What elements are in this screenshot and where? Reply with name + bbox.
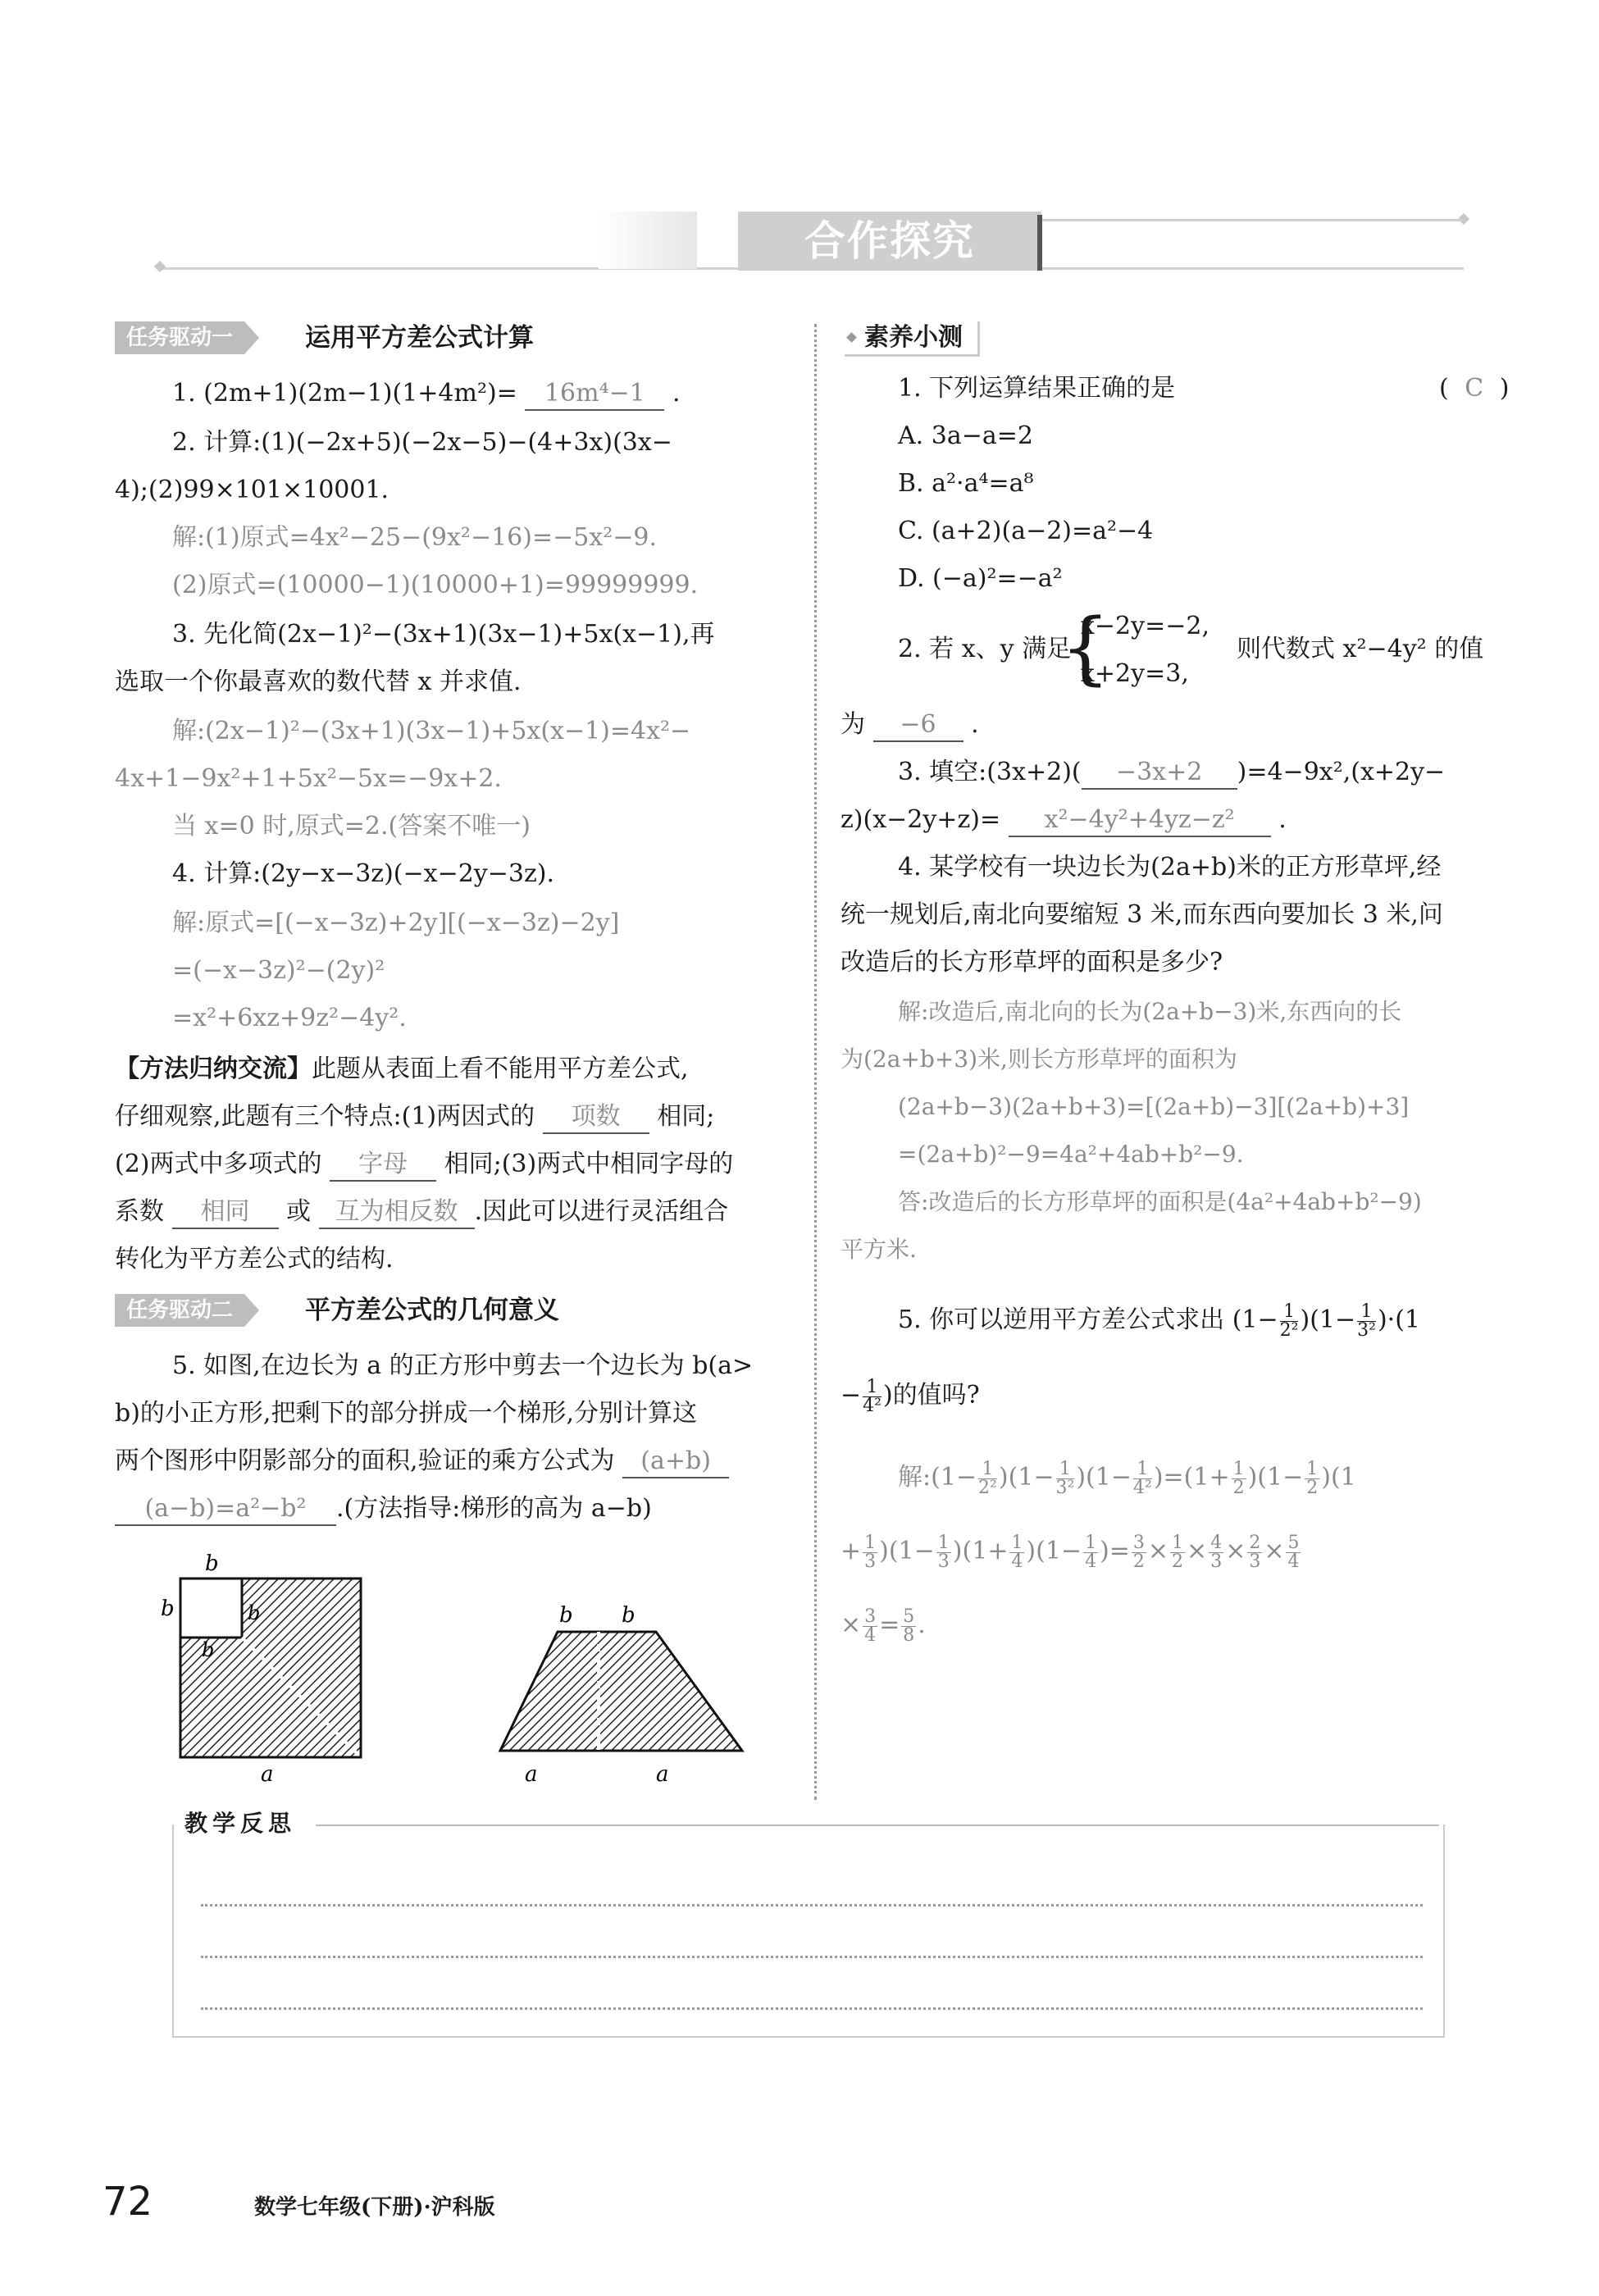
task1-q2-line2: 4);(2)99×101×10001.	[115, 476, 390, 504]
method-p4c: .因此可以进行灵活组合	[474, 1197, 729, 1226]
method-blank3: 相同	[172, 1196, 279, 1229]
task2-q5-line3	[115, 1443, 729, 1479]
method-blank4: 互为相反数	[319, 1196, 475, 1229]
trap-a1: a	[525, 1762, 538, 1787]
q1-end: .	[672, 379, 681, 408]
test-q2-answer: −6	[873, 709, 963, 742]
trapezoid-shape	[500, 1632, 742, 1751]
test-q5-text: 你可以逆用平方差公式求出	[929, 1305, 1225, 1334]
method-blank1: 项数	[543, 1101, 649, 1134]
test-q1-option-d: D. (−a)²=−a²	[898, 564, 1063, 593]
test-q4-line2: 统一规划后,南北向要缩短 3 米,而东西向要加长 3 米,问	[840, 900, 1443, 929]
task2-title: 平方差公式的几何意义	[305, 1296, 559, 1325]
task2-q5-line4	[115, 1491, 652, 1527]
reflection-line-2	[201, 1956, 1423, 1958]
method-line3	[115, 1146, 733, 1182]
test-q4-line3: 改造后的长方形草坪的面积是多少?	[840, 948, 1223, 977]
q5-number: 5.	[172, 1351, 196, 1380]
test-q5-sol2	[840, 1533, 1302, 1571]
test-q3-blank1: −3x+2	[1082, 757, 1237, 790]
trap-b2: b	[622, 1603, 636, 1628]
q4-text: 计算:(2y−x−3z)(−x−2y−3z).	[203, 859, 555, 888]
test-q2-brace: {	[1060, 602, 1111, 694]
test-q2-post: 则代数式 x²−4y² 的值	[1237, 635, 1484, 663]
test-q5-expr1: (1− $\frac{1}{\text{2²}}$ )(1− $\frac{1}{\text{3²}}$ )·(1	[1232, 1301, 1420, 1341]
test-q2-line2	[840, 707, 979, 743]
test-q1-answer	[1439, 371, 1510, 407]
banner-title: 合作探究	[738, 212, 1041, 271]
task1-tag: 任务驱动一	[115, 321, 244, 354]
test-q4-sol3: (2a+b−3)(2a+b+3)=[(2a+b)−3][(2a+b)+3]	[898, 1093, 1410, 1120]
task1-q3-line1	[172, 617, 714, 653]
q5-line3: 两个图形中阴影部分的面积,验证的乘方公式为	[115, 1446, 615, 1475]
test-q3-blank2: x²−4y²+4yz−z²	[1009, 804, 1271, 837]
q4-number: 4.	[172, 859, 196, 888]
test-q2-number: 2.	[898, 635, 922, 663]
task2-q5-line2: b)的小正方形,把剩下的部分拼成一个梯形,分别计算这	[115, 1399, 697, 1428]
q3-line1: 先化简(2x−1)²−(3x+1)(3x−1)+5x(x−1),再	[203, 620, 715, 649]
test-q3-b: )=4−9x²,(x+2y−	[1237, 758, 1446, 786]
banner-line-right	[1037, 219, 1464, 221]
fig-b-top: b	[205, 1551, 219, 1576]
method-blank2: 字母	[330, 1149, 436, 1182]
test-q2-pre: 若 x、y 满足	[929, 635, 1072, 663]
q3-number: 3.	[172, 620, 196, 649]
test-q3-end: .	[1278, 805, 1287, 834]
figure-trapezoid	[492, 1591, 754, 1788]
test-q5-sol1	[898, 1460, 1356, 1497]
test-q3-c: z)(x−2y+z)=	[840, 805, 1001, 834]
test-q1-option-b: B. a²·a⁴=a⁸	[898, 469, 1034, 498]
test-q4-number: 4.	[898, 853, 922, 882]
task1-q3-sol2: 4x+1−9x²+1+5x²−5x=−9x+2.	[115, 764, 502, 793]
reflection-title: 教学反思	[184, 1810, 297, 1837]
task1-title: 运用平方差公式计算	[305, 323, 534, 353]
method-p4a: 系数	[115, 1197, 164, 1226]
frac-1-over-4sq: $\frac{1}{\text{4²}}$	[863, 1376, 882, 1416]
task1-q1	[172, 376, 680, 412]
test-q2-line2a: 为	[840, 710, 865, 739]
test-q4-sol1: 解:改造后,南北向的长为(2a+b−3)米,东西向的长	[898, 998, 1402, 1025]
test-q4-line1	[898, 850, 1441, 886]
test-q5-sol-label: 解:	[898, 1463, 932, 1492]
fig-b-left: b	[161, 1597, 175, 1621]
test-q5-expr2: − $\frac{1}{\text{4²}}$ )	[840, 1376, 893, 1416]
fig-b-inner2: b	[202, 1638, 215, 1661]
figure-square	[148, 1542, 377, 1788]
test-q4-line1: 某学校有一块边长为(2a+b)米的正方形草坪,经	[929, 853, 1442, 882]
test-q3-a: 填空:(3x+2)(	[929, 758, 1082, 786]
square-cutout	[180, 1578, 242, 1638]
test-q5-line1	[898, 1302, 1420, 1340]
q5-line1: 如图,在边长为 a 的正方形中剪去一个边长为 b(a>	[203, 1351, 754, 1380]
frac-1-over-3sq: $\frac{1}{\text{3²}}$	[1357, 1301, 1376, 1341]
method-p3b: 相同;(3)两式中相同字母的	[444, 1150, 734, 1178]
q1-number: 1.	[172, 379, 196, 408]
reflection-line-3	[201, 2007, 1423, 2010]
q5-line4-end: .(方法指导:梯形的高为 a−b)	[336, 1494, 652, 1523]
method-p2a: 仔细观察,此题有三个特点:(1)两因式的	[115, 1102, 535, 1131]
method-p2b: 相同;	[657, 1102, 715, 1131]
test-q2-line1	[898, 631, 1071, 667]
fig-a-bottom: a	[261, 1762, 274, 1787]
method-p3a: (2)两式中多项式的	[115, 1150, 322, 1178]
test-q4-sol5: 答:改造后的长方形草坪的面积是(4a²+4ab+b²−9)	[898, 1188, 1422, 1215]
reflection-line-1	[201, 1904, 1423, 1906]
test-q3-number: 3.	[898, 758, 922, 786]
task1-q2-line1	[172, 425, 672, 461]
test-q5-sol-expr2: + $\frac{1}{3}$ )(1− $\frac{1}{3}$ )(1+ $\frac{1}{4}$ )(1− $\frac{1}{4}$ )= $\frac{3}{2}$ × $\frac{1}{2}$ × $\frac{4}{3}$ × $\frac{2}{3}$ × $\frac{5}{4}$	[840, 1532, 1300, 1572]
test-q1-option-c: C. (a+2)(a−2)=a²−4	[898, 517, 1154, 545]
trap-b1: b	[559, 1603, 573, 1628]
book-title: 数学七年级(下册)·沪科版	[254, 2195, 495, 2220]
method-line4	[115, 1194, 728, 1230]
test-q1-paren-open: (	[1439, 374, 1449, 403]
q2-line1: 计算:(1)(−2x+5)(−2x−5)−(4+3x)(3x−	[203, 428, 672, 457]
method-line5: 转化为平方差公式的结构.	[115, 1245, 394, 1273]
task1-q4-sol1: 解:原式=[(−x−3z)+2y][(−x−3z)−2y]	[172, 909, 620, 937]
task1-q3-sol1: 解:(2x−1)²−(3x+1)(3x−1)+5x(x−1)=4x²−	[172, 717, 691, 745]
q1-answer: 16m⁴−1	[525, 378, 664, 411]
test-q5-end: 的值吗?	[892, 1381, 980, 1410]
test-q1	[898, 371, 1175, 407]
test-q4-sol2: 为(2a+b+3)米,则长方形草坪的面积为	[840, 1046, 1237, 1073]
method-line2	[115, 1099, 714, 1135]
test-q5-sol-expr3: × $\frac{3}{4}$ = $\frac{5}{8}$ .	[840, 1606, 926, 1646]
test-q1-number: 1.	[898, 374, 922, 403]
task1-q2-sol2: (2)原式=(10000−1)(10000+1)=99999999.	[172, 571, 699, 599]
task2-tag: 任务驱动二	[115, 1294, 244, 1327]
test-diamond-icon	[846, 332, 857, 343]
task1-q3-sol3: 当 x=0 时,原式=2.(答案不唯一)	[172, 812, 531, 840]
task1-q4	[172, 856, 554, 892]
test-q2-eq2: x+2y=3,	[1081, 659, 1189, 688]
reflection-frame	[172, 1824, 1445, 2038]
column-divider	[814, 324, 817, 1800]
method-line1	[115, 1051, 689, 1087]
test-q1-option-a: A. 3a−a=2	[898, 421, 1033, 450]
trap-a2: a	[656, 1762, 669, 1787]
q1-text: (2m+1)(2m−1)(1+4m²)=	[203, 379, 517, 408]
test-q2-eq1: x−2y=−2,	[1081, 612, 1210, 640]
frac-1-over-2sq: $\frac{1}{\text{2²}}$	[1279, 1301, 1299, 1341]
test-q1-answer-value: C	[1465, 374, 1484, 403]
test-q4-sol4: =(2a+b)²−9=4a²+4ab+b²−9.	[898, 1141, 1244, 1168]
test-title: 素养小测	[864, 323, 963, 352]
method-label: 【方法归纳交流】	[115, 1055, 312, 1083]
test-q3-line1	[898, 754, 1445, 790]
test-q3-line2	[840, 802, 1287, 838]
test-q5-sol3	[840, 1607, 926, 1645]
task1-q4-sol3: =x²+6xz+9z²−4y².	[172, 1004, 407, 1032]
test-header	[845, 321, 980, 357]
test-q2-end: .	[971, 710, 979, 739]
task2-q5-line1	[172, 1348, 753, 1384]
test-q5-sol-expr1: (1− $\frac{1}{\text{2²}}$ )(1− $\frac{1}{\text{3²}}$ )(1− $\frac{1}{\text{4²}}$ )=(1+ $\frac{1}{2}$ )(1− $\frac{1}{2}$ )(1	[931, 1458, 1356, 1498]
q2-number: 2.	[172, 428, 196, 457]
task1-q2-sol1: 解:(1)原式=4x²−25−(9x²−16)=−5x²−9.	[172, 523, 658, 552]
page-number: 72	[102, 2179, 153, 2225]
banner-bar	[1037, 215, 1042, 271]
task1-q3-line2: 选取一个你最喜欢的数代替 x 并求值.	[115, 667, 522, 696]
fig-b-inner1: b	[248, 1601, 261, 1624]
method-p1: 此题从表面上看不能用平方差公式,	[312, 1055, 689, 1083]
banner-dot-left	[154, 261, 166, 272]
q5-answer1: (a+b)	[622, 1446, 729, 1478]
banner-deco	[599, 212, 697, 269]
test-q1-paren-close: )	[1499, 374, 1510, 403]
test-q1-text: 下列运算结果正确的是	[929, 374, 1176, 403]
test-q5-line2	[840, 1378, 980, 1415]
test-q5-number: 5.	[898, 1305, 922, 1334]
q5-answer2: (a−b)=a²−b²	[115, 1493, 336, 1526]
test-q4-sol6: 平方米.	[840, 1236, 917, 1263]
method-p4b: 或	[286, 1197, 312, 1226]
task1-q4-sol2: =(−x−3z)²−(2y)²	[172, 956, 385, 985]
